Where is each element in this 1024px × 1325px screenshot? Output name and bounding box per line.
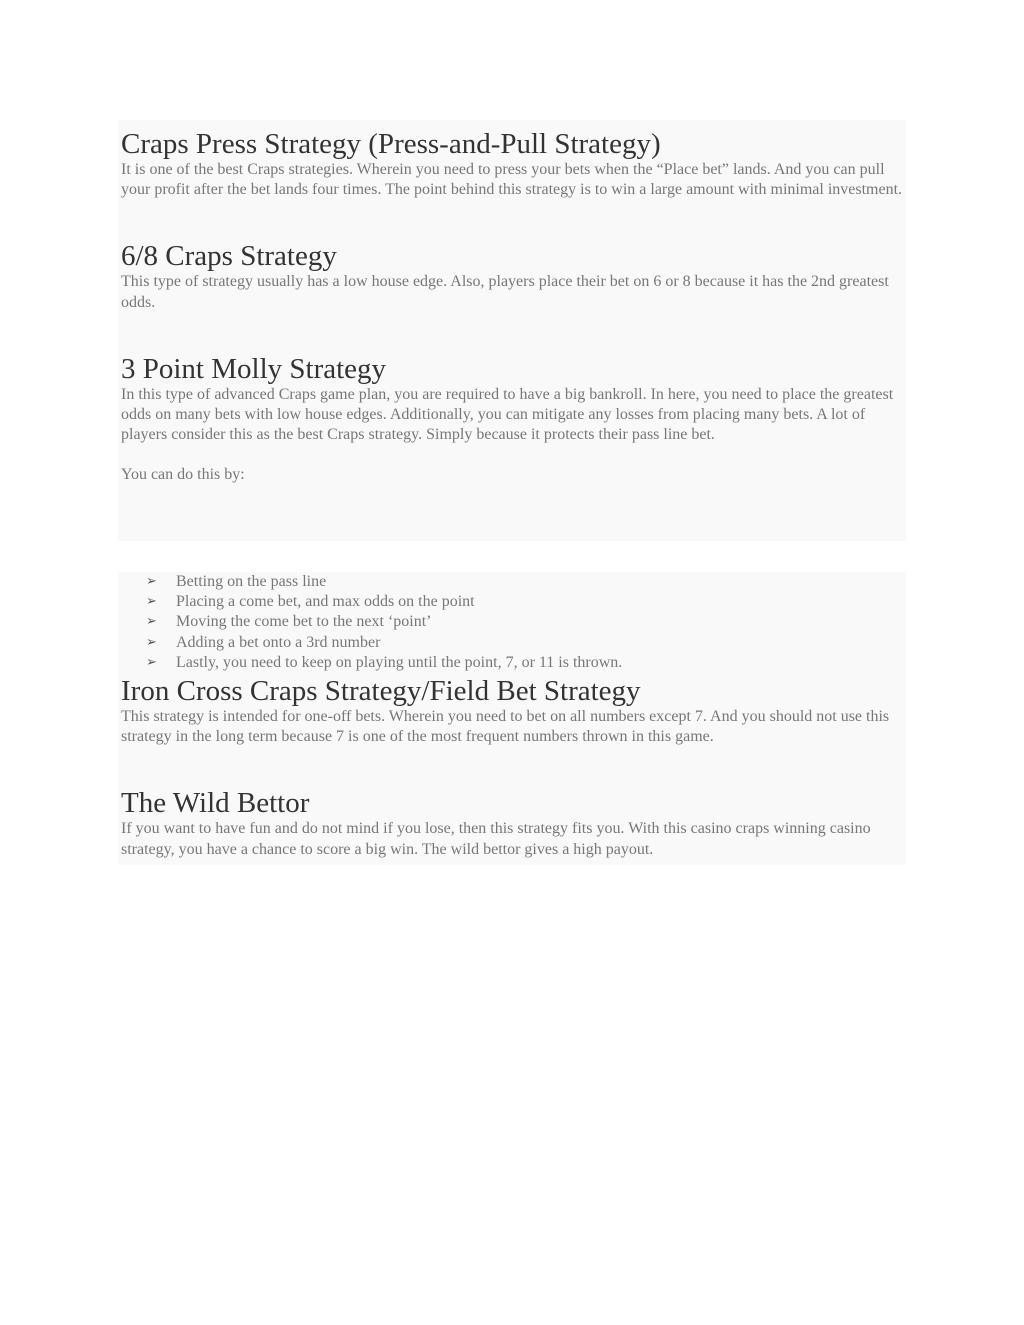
list-item-text: Betting on the pass line — [176, 573, 327, 590]
list-item — [121, 572, 903, 592]
section-body-iron-cross: This strategy is intended for one-off bets. Wherein you need to bet on all numbers except 7. And you should not use this strategy in the long term because 7 is one of the most frequent numbers thrown in this game. — [121, 708, 890, 746]
section-body-6-8-craps: This type of strategy usually has a low house edge. Also, players place their bet on 6 or 8 because it has the 2nd greatest odds. — [121, 273, 889, 311]
section-body-wild-bettor: If you want to have fun and do not mind if you lose, then this strategy fits you. With this casino craps winning casino strategy, you have a chance to score a big win. The wild bettor gives a high payout. — [121, 820, 871, 858]
arrow-bullet-icon: ➢ — [146, 574, 157, 589]
section-heading-3-point-molly: 3 Point Molly Strategy — [121, 352, 387, 385]
list-item — [121, 592, 903, 612]
arrow-bullet-icon: ➢ — [146, 654, 157, 670]
list-item-text: Adding a bet onto a 3rd number — [176, 633, 381, 651]
list-item — [121, 633, 903, 653]
section-body-craps-press: It is one of the best Craps strategies. Wherein you need to press your bets when the “Place bet” lands. And you can pull your profit after the bet lands four times. The point behind this strategy is to win a large amount with minimal investment. — [121, 161, 903, 199]
section-heading-wild-bettor: The Wild Bettor — [121, 787, 310, 820]
list-item-text: Placing a come bet, and max odds on the point — [176, 593, 475, 611]
section-heading-craps-press: Craps Press Strategy (Press-and-Pull Strategy) — [121, 128, 661, 160]
section-heading-iron-cross: Iron Cross Craps Strategy/Field Bet Strategy — [121, 675, 641, 708]
content-block-1 — [118, 120, 906, 541]
list-item — [121, 612, 903, 632]
arrow-bullet-icon: ➢ — [146, 614, 157, 630]
section-body-3-point-molly: In this type of advanced Craps game plan, you are required to have a big bankroll. In here, you need to place the greatest odds on many bets with low house edges. Additionally, you can mitigate any losses from placing many bets. A lot of players consider this as the best Craps strategy. Simply because it protects their pass line bet. — [121, 385, 894, 444]
list-item-text: Moving the come bet to the next ‘point’ — [176, 613, 432, 631]
arrow-bullet-icon: ➢ — [146, 594, 157, 610]
list-item-text: Lastly, you need to keep on playing until the point, 7, or 11 is thrown. — [176, 653, 623, 671]
content-block-2 — [118, 572, 906, 865]
steps-intro: You can do this by: — [121, 466, 245, 484]
section-heading-6-8-craps: 6/8 Craps Strategy — [121, 240, 337, 273]
list-item — [121, 653, 903, 673]
arrow-bullet-icon: ➢ — [146, 634, 157, 650]
steps-list — [121, 572, 903, 673]
